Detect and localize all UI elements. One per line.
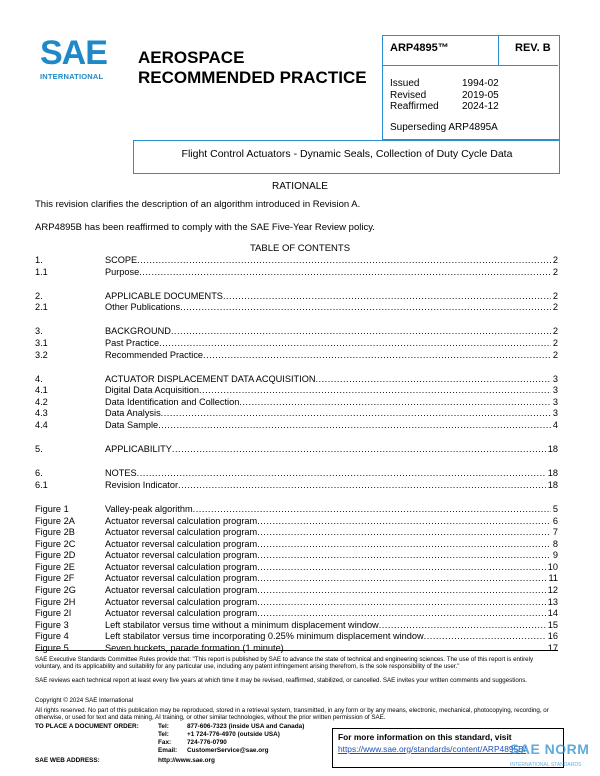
toc-title: Actuator reversal calculation program xyxy=(105,515,258,526)
toc-number: Figure 2A xyxy=(35,515,75,526)
document-title: Flight Control Actuators - Dynamic Seals, Collection of Duty Cycle Data xyxy=(181,148,513,160)
toc-page: 2 xyxy=(552,290,558,301)
toc-title: Actuator reversal calculation program xyxy=(105,585,258,596)
rationale-paragraph-1: This revision clarifies the description of an algorithm introduced in Revision A. xyxy=(35,199,361,210)
toc-spacer xyxy=(35,361,558,374)
toc-page: 18 xyxy=(547,468,558,479)
toc-leader xyxy=(159,338,551,350)
toc-number: Figure 5 xyxy=(35,643,69,654)
toc-number: Figure 2E xyxy=(35,561,75,572)
divider xyxy=(498,35,499,65)
toc-spacer xyxy=(35,432,558,445)
toc-spacer xyxy=(35,314,558,327)
toc-number: 6. xyxy=(35,468,43,479)
toc-leader xyxy=(257,608,546,620)
table-of-contents xyxy=(35,255,558,655)
toc-title: APPLICABILITY xyxy=(105,444,172,455)
toc-title: Digital Data Acquisition xyxy=(105,385,199,396)
toc-leader xyxy=(257,516,551,528)
toc-page: 12 xyxy=(547,585,558,596)
toc-leader xyxy=(424,631,546,643)
toc-title: Revision Indicator xyxy=(105,479,179,490)
toc-entry[interactable] xyxy=(35,420,558,432)
web-address-link[interactable]: http://www.sae.org xyxy=(158,757,215,764)
toc-title: BACKGROUND xyxy=(105,326,171,337)
footer-divider xyxy=(35,650,558,651)
toc-entry[interactable] xyxy=(35,338,558,350)
toc-title: Actuator reversal calculation program xyxy=(105,550,258,561)
toc-spacer xyxy=(35,456,558,469)
toc-leader xyxy=(178,480,546,492)
toc-page: 6 xyxy=(552,515,558,526)
toc-title: Other Publications xyxy=(105,302,181,313)
toc-number: Figure 2D xyxy=(35,550,76,561)
toc-page: 3 xyxy=(552,385,558,396)
toc-leader xyxy=(171,326,551,338)
history-row: Issued 1994-02 xyxy=(390,78,499,89)
toc-number: 4.3 xyxy=(35,408,48,419)
document-category xyxy=(138,48,378,88)
toc-title: Actuator reversal calculation program xyxy=(105,608,258,619)
toc-entry[interactable] xyxy=(35,631,558,643)
toc-title: Data Sample xyxy=(105,420,159,431)
rationale-paragraph-2: ARP4895B has been reaffirmed to comply with the SAE Five-Year Review policy. xyxy=(35,222,375,233)
contact-row: Tel: +1 724-776-4970 (outside USA) xyxy=(158,731,280,738)
toc-page: 15 xyxy=(547,619,558,630)
toc-leader xyxy=(257,573,546,585)
toc-title: Recommended Practice xyxy=(105,349,204,360)
toc-page: 11 xyxy=(548,573,558,584)
toc-leader xyxy=(223,291,551,303)
toc-leader xyxy=(257,597,546,609)
toc-number: 2.1 xyxy=(35,302,48,313)
toc-page: 2 xyxy=(552,255,558,265)
toc-leader xyxy=(257,539,551,551)
toc-spacer xyxy=(35,278,558,291)
toc-entry[interactable] xyxy=(35,608,558,620)
toc-number: Figure 4 xyxy=(35,631,69,642)
toc-entry[interactable] xyxy=(35,444,558,456)
toc-page: 16 xyxy=(547,631,558,642)
toc-title: Valley-peak algorithm xyxy=(105,503,193,514)
toc-number: Figure 1 xyxy=(35,503,69,514)
toc-number: Figure 2B xyxy=(35,527,75,538)
toc-leader xyxy=(139,267,551,279)
toc-entry[interactable] xyxy=(35,326,558,338)
toc-leader xyxy=(316,374,551,386)
toc-title: Data Identification and Collection xyxy=(105,396,240,407)
toc-leader xyxy=(158,420,551,432)
toc-entry[interactable] xyxy=(35,539,558,551)
toc-title: Data Analysis xyxy=(105,408,161,419)
toc-page: 2 xyxy=(552,349,558,360)
toc-number: 1.1 xyxy=(35,266,48,277)
toc-entry[interactable] xyxy=(35,573,558,585)
toc-title: SCOPE xyxy=(105,255,138,265)
footer-rights: All rights reserved. No part of this publication may be reproduced, stored in a retrieval system, transmitted, in any form or by any means, electronic, mechanical, photocopying, recording, or otherwise, or used for text and data mining, AI training, or other similar technologies, without the prior written permission of SAE. xyxy=(35,707,549,722)
watermark-subtitle: INTERNATIONAL STANDARDS xyxy=(510,762,582,768)
toc-leader xyxy=(199,385,551,397)
toc-page: 2 xyxy=(552,266,558,277)
toc-page: 2 xyxy=(552,337,558,348)
toc-title: Past Practice xyxy=(105,337,160,348)
toc-entry[interactable] xyxy=(35,385,558,397)
toc-entry[interactable] xyxy=(35,267,558,279)
toc-leader xyxy=(137,468,546,480)
toc-title: NOTES xyxy=(105,468,137,479)
footer-review: SAE reviews each technical report at least every five years at which time it may be revised, reaffirmed, stabilized, or cancelled. SAE invites your written comments and suggestions. xyxy=(35,677,528,684)
toc-page: 14 xyxy=(547,608,558,619)
toc-leader xyxy=(172,444,546,456)
toc-leader xyxy=(257,527,551,539)
logo-wordmark: SAE xyxy=(40,34,107,72)
toc-title: APPLICABLE DOCUMENTS xyxy=(105,290,223,301)
toc-leader xyxy=(203,350,551,362)
toc-title: Left stabilator versus time without a minimum displacement window xyxy=(105,619,379,630)
toc-number: 3.2 xyxy=(35,349,48,360)
toc-page: 4 xyxy=(552,420,558,431)
toc-entry[interactable] xyxy=(35,350,558,362)
sae-logo xyxy=(40,36,120,88)
email-link[interactable]: CustomerService@sae.org xyxy=(187,747,269,754)
rationale-heading: RATIONALE xyxy=(272,181,328,192)
toc-number: Figure 2G xyxy=(35,585,76,596)
toc-number: Figure 2F xyxy=(35,573,75,584)
revision-label: REV. B xyxy=(515,42,551,54)
toc-title: Purpose xyxy=(105,266,140,277)
logo-subtitle: INTERNATIONAL xyxy=(40,72,104,81)
toc-heading: TABLE OF CONTENTS xyxy=(249,243,351,254)
history-row: Reaffirmed 2024-12 xyxy=(390,101,499,112)
more-info-text: For more information on this standard, visit xyxy=(338,732,512,742)
toc-leader xyxy=(257,562,546,574)
toc-leader xyxy=(379,620,546,632)
toc-number: 3. xyxy=(35,326,43,337)
footer-copyright: Copyright © 2024 SAE International xyxy=(35,697,134,704)
toc-page: 17 xyxy=(547,643,558,654)
toc-page: 13 xyxy=(547,596,558,607)
toc-title: Actuator reversal calculation program xyxy=(105,596,258,607)
toc-entry[interactable] xyxy=(35,562,558,574)
toc-entry[interactable] xyxy=(35,480,558,492)
document-number: ARP4895™ xyxy=(390,42,449,54)
toc-title: Actuator reversal calculation program xyxy=(105,538,258,549)
toc-leader xyxy=(137,255,551,267)
toc-leader xyxy=(193,504,551,516)
toc-entry[interactable] xyxy=(35,504,558,516)
toc-title: Actuator reversal calculation program xyxy=(105,561,258,572)
toc-page: 18 xyxy=(547,479,558,490)
toc-entry[interactable] xyxy=(35,255,558,267)
toc-entry[interactable] xyxy=(35,302,558,314)
toc-number: 4. xyxy=(35,373,43,384)
contact-info xyxy=(158,723,304,755)
toc-entry[interactable] xyxy=(35,585,558,597)
toc-page: 2 xyxy=(552,326,558,337)
toc-number: 4.2 xyxy=(35,396,48,407)
toc-number: 4.1 xyxy=(35,385,48,396)
toc-title: Actuator reversal calculation program xyxy=(105,527,258,538)
contact-row: Tel: 877-606-7323 (inside USA and Canada) xyxy=(158,723,305,730)
toc-page: 3 xyxy=(552,373,558,384)
toc-number: 2. xyxy=(35,290,43,301)
contact-row: Fax: 724-776-0790 xyxy=(158,739,227,746)
toc-title: Left stabilator versus time incorporating 0.25% minimum displacement window xyxy=(105,631,424,642)
toc-page: 3 xyxy=(552,408,558,419)
toc-entry[interactable] xyxy=(35,291,558,303)
category-line-2: RECOMMENDED PRACTICE xyxy=(138,68,367,87)
toc-number: Figure 2H xyxy=(35,596,76,607)
contact-row: Email: CustomerService@sae.org xyxy=(158,747,269,754)
toc-leader xyxy=(161,408,551,420)
toc-title: ACTUATOR DISPLACEMENT DATA ACQUISITION xyxy=(105,373,316,384)
toc-number: 3.1 xyxy=(35,337,48,348)
toc-page: 5 xyxy=(552,503,558,514)
revision-history xyxy=(390,78,499,113)
toc-page: 8 xyxy=(552,538,558,549)
toc-leader xyxy=(257,585,546,597)
toc-entry[interactable] xyxy=(35,408,558,420)
toc-page: 9 xyxy=(552,550,558,561)
watermark: SAE NORM xyxy=(510,741,590,757)
toc-leader xyxy=(257,550,551,562)
toc-entry[interactable] xyxy=(35,516,558,528)
toc-entry[interactable] xyxy=(35,374,558,386)
toc-number: 6.1 xyxy=(35,479,48,490)
toc-page: 3 xyxy=(552,396,558,407)
toc-page: 10 xyxy=(547,561,558,572)
toc-number: 5. xyxy=(35,444,43,455)
toc-entry[interactable] xyxy=(35,527,558,539)
footer-rules: SAE Executive Standards Committee Rules provide that: "This report is published by SAE to advance the state of technical and engineering sciences. The use of this report is entirely voluntary, and its applicability and suitability for any particular use, including any patent infringement arising therefrom, is the sole responsibility of the user." xyxy=(35,656,534,671)
toc-page: 7 xyxy=(552,527,558,538)
toc-title: Seven buckets, parade formation (1 minute) xyxy=(105,643,284,654)
toc-entry[interactable] xyxy=(35,643,558,655)
toc-leader xyxy=(284,643,546,655)
toc-number: 4.4 xyxy=(35,420,48,431)
toc-entry[interactable] xyxy=(35,468,558,480)
toc-title: Actuator reversal calculation program xyxy=(105,573,258,584)
toc-entry[interactable] xyxy=(35,397,558,409)
toc-number: Figure 3 xyxy=(35,619,69,630)
superseding-note: Superseding ARP4895A xyxy=(390,122,498,133)
standard-link[interactable]: https://www.sae.org/standards/content/ARP4895B/ xyxy=(338,744,527,754)
toc-page: 18 xyxy=(547,444,558,455)
toc-entry[interactable] xyxy=(35,550,558,562)
toc-leader xyxy=(180,302,551,314)
toc-number: 1. xyxy=(35,255,43,265)
toc-page: 2 xyxy=(552,302,558,313)
web-address-label: SAE WEB ADDRESS: xyxy=(35,757,100,764)
divider xyxy=(382,65,558,66)
toc-entry[interactable] xyxy=(35,620,558,632)
toc-entry[interactable] xyxy=(35,597,558,609)
order-label: TO PLACE A DOCUMENT ORDER: xyxy=(35,723,139,730)
toc-number: Figure 2C xyxy=(35,538,76,549)
history-row: Revised 2019-05 xyxy=(390,89,499,101)
category-line-1: AEROSPACE xyxy=(138,48,245,67)
toc-number: Figure 2I xyxy=(35,608,72,619)
toc-spacer xyxy=(35,491,558,504)
toc-leader xyxy=(239,397,551,409)
